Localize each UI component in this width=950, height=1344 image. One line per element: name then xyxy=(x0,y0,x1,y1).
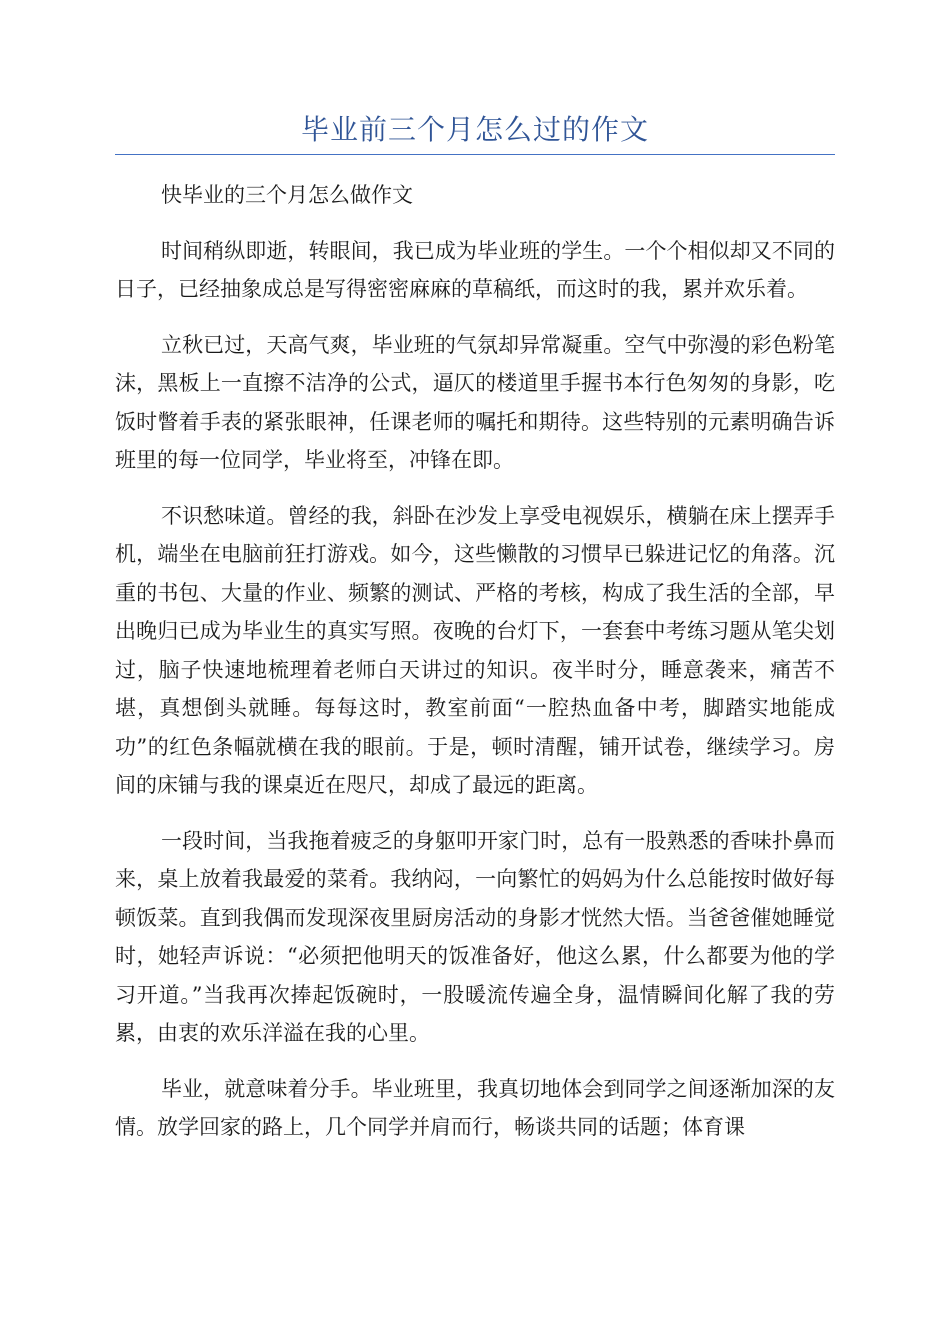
paragraph-2: 立秋已过，天高气爽，毕业班的气氛却异常凝重。空气中弥漫的彩色粉笔沫，黑板上一直擦不洁净的公式，逼仄的楼道里手握书本行色匆匆的身影，吃饭时瞥着手表的紧张眼神，任课老师的嘱托和期待。这些特别的元素明确告诉班里的每一位同学，毕业将至，冲锋在即。 xyxy=(115,332,835,472)
paragraph-4: 一段时间，当我拖着疲乏的身躯叩开家门时，总有一股熟悉的香味扑鼻而来，桌上放着我最爱的菜肴。我纳闷，一向繁忙的妈妈为什么总能按时做好每顿饭菜。直到我偶而发现深夜里厨房活动的身影才恍然大悟。当爸爸催她睡觉时，她轻声诉说：“必须把他明天的饭准备好，他这么累，什么都要为他的学习开道。”当我再次捧起饭碗时，一股暖流传遍全身，温情瞬间化解了我的劳累，由衷的欢乐洋溢在我的心里。 xyxy=(115,828,835,1045)
document-body xyxy=(115,176,835,1164)
document-subtitle: 快毕业的三个月怎么做作文 xyxy=(161,183,413,207)
title-underline xyxy=(115,154,835,155)
paragraph-1: 时间稍纵即逝，转眼间，我已成为毕业班的学生。一个个相似却又不同的日子，已经抽象成总是写得密密麻麻的草稿纸，而这时的我，累并欢乐着。 xyxy=(115,238,835,301)
document-title: 毕业前三个月怎么过的作文 xyxy=(300,113,649,146)
paragraph-5: 毕业，就意味着分手。毕业班里，我真切地体会到同学之间逐渐加深的友情。放学回家的路上，几个同学并肩而行，畅谈共同的话题；体育课 xyxy=(115,1076,835,1139)
paragraph-3: 不识愁味道。曾经的我，斜卧在沙发上享受电视娱乐，横躺在床上摆弄手机，端坐在电脑前狂打游戏。如今，这些懒散的习惯早已躲进记忆的角落。沉重的书包、大量的作业、频繁的测试、严格的考核，构成了我生活的全部，早出晚归已成为毕业生的真实写照。夜晚的台灯下，一套套中考练习题从笔尖划过，脑子快速地梳理着老师白天讲过的知识。夜半时分，睡意袭来，痛苦不堪，真想倒头就睡。每每这时，教室前面“一腔热血备中考，脚踏实地能成功”的红色条幅就横在我的眼前。于是，顿时清醒，铺开试卷，继续学习。房间的床铺与我的课桌近在咫尺，却成了最远的距离。 xyxy=(115,503,835,797)
